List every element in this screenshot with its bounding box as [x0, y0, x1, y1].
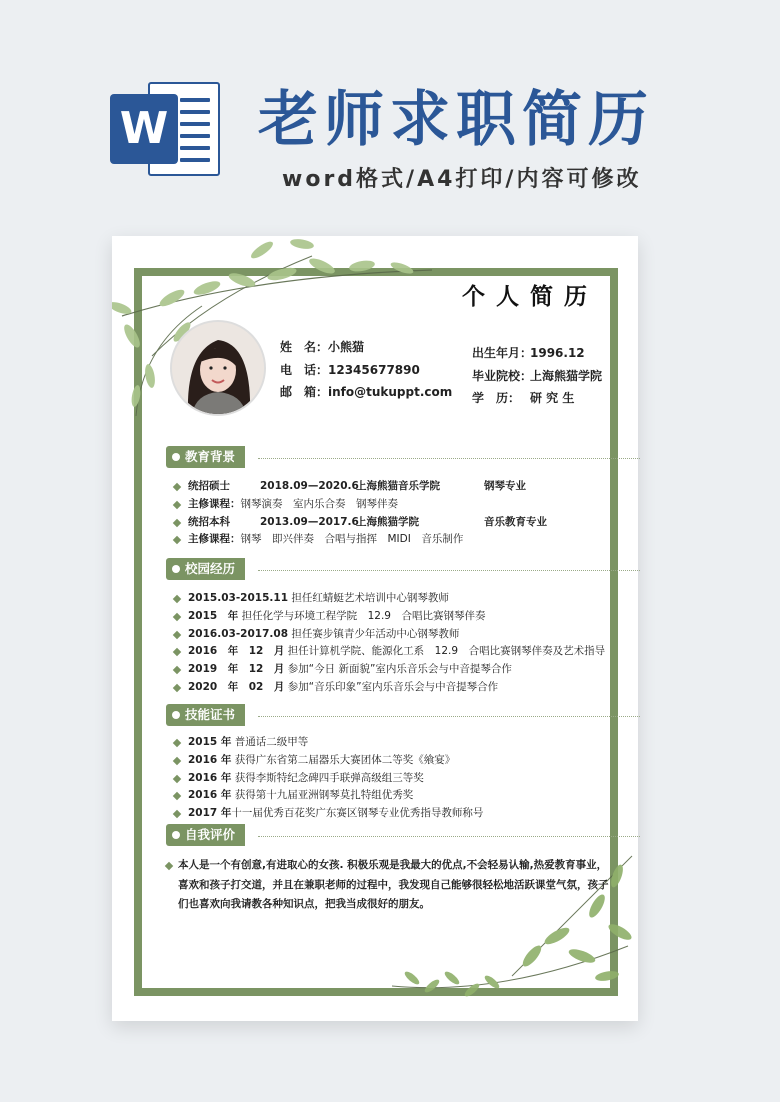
section-education-title: 教育背景	[185, 449, 236, 464]
list-item: 统招硕士 2018.09—2020.6 上海熊猫音乐学院 钢琴专业	[172, 478, 632, 496]
list-item: 2016 年 12 月 担任计算机学院、能源化工系 12.9 合唱比赛钢琴伴奏及艺术指导	[172, 643, 632, 661]
banner-title: 老师求职简历	[258, 85, 654, 155]
list-item: 主修课程：钢琴演奏 室内乐合奏 钢琴伴奏	[172, 496, 632, 514]
section-campus-header	[166, 558, 640, 580]
bullet-diamond-icon	[173, 810, 181, 818]
avatar	[170, 320, 266, 416]
banner-subtitle: word格式/A4打印/内容可修改	[282, 167, 642, 192]
bullet-diamond-icon	[173, 774, 181, 782]
self-eval-text: 本人是一个有创意,有进取心的女孩. 积极乐观是我最大的优点,不会轻易认输,热爱教育事业，喜欢和孩子打交道，并且在兼职老师的过程中，我发现自己能够很轻松地活跃课堂气氛，孩子们也喜欢向我请教各种知识点，把我当成很好的朋友。	[178, 859, 609, 910]
section-self-eval-title: 自我评价	[185, 827, 236, 842]
list-item: 2017 年十一届优秀百花奖广东赛区钢琴专业优秀指导教师称号	[172, 805, 632, 823]
personal-info-left	[280, 336, 452, 404]
info-row-birth: 出生年月：1996.12	[472, 346, 585, 360]
bullet-diamond-icon	[173, 666, 181, 674]
section-divider	[258, 836, 640, 837]
campus-list	[172, 590, 632, 697]
skills-list	[172, 734, 632, 823]
list-item: 2020 年 02 月 参加“音乐印象”室内乐音乐会与中音提琴合作	[172, 679, 632, 697]
bullet-diamond-icon	[173, 684, 181, 692]
section-education-header	[166, 446, 640, 468]
list-item: 2016 年 获得第十九届亚洲钢琴莫扎特组优秀奖	[172, 787, 632, 805]
word-logo-letter: W	[110, 94, 178, 164]
section-campus-title: 校园经历	[185, 561, 236, 576]
list-item: 2019 年 12 月 参加“今日 新面貌”室内乐音乐会与中音提琴合作	[172, 661, 632, 679]
section-divider	[258, 716, 640, 717]
info-row-email: 邮 箱：info@tukuppt.com	[280, 385, 453, 399]
list-item: 2015 年 担任化学与环境工程学院 12.9 合唱比赛钢琴伴奏	[172, 608, 632, 626]
list-item: 2015 年 普通话二级甲等	[172, 734, 632, 752]
bullet-diamond-icon	[173, 630, 181, 638]
word-logo-icon	[110, 74, 222, 182]
info-row-school: 毕业院校：上海熊猫学院	[472, 368, 603, 383]
info-row-name: 姓 名：小熊猫	[280, 340, 365, 354]
list-item: 2016 年 获得广东省第二届器乐大赛团体二等奖《飨宴》	[172, 752, 632, 770]
bullet-diamond-icon	[173, 518, 181, 526]
list-item: 2015.03-2015.11 担任红蜻蜓艺术培训中心钢琴教师	[172, 590, 632, 608]
self-eval-text-block	[178, 856, 610, 915]
bullet-diamond-icon	[173, 757, 181, 765]
info-row-degree: 学 历： 研 究 生	[472, 391, 575, 405]
list-item: 主修课程：钢琴 即兴伴奏 合唱与指挥 MIDI 音乐制作	[172, 531, 632, 549]
list-item: 2016.03-2017.08 担任赛步镇青少年活动中心钢琴教师	[172, 626, 632, 644]
bullet-diamond-icon	[173, 536, 181, 544]
personal-info-right	[472, 342, 602, 410]
list-item: 统招本科 2013.09—2017.6 上海熊猫学院 音乐教育专业	[172, 514, 632, 532]
bullet-diamond-icon	[173, 595, 181, 603]
bullet-diamond-icon	[173, 501, 181, 509]
info-row-phone: 电 话：12345677890	[280, 362, 420, 377]
resume-sheet	[112, 236, 638, 1021]
bullet-diamond-icon	[173, 739, 181, 747]
list-item: 2016 年 获得李斯特纪念碑四手联弹高级组三等奖	[172, 770, 632, 788]
section-divider	[258, 570, 640, 571]
bullet-diamond-icon	[173, 648, 181, 656]
education-list	[172, 478, 632, 549]
bullet-diamond-icon	[173, 792, 181, 800]
bullet-diamond-icon	[173, 483, 181, 491]
section-skills-header	[166, 704, 640, 726]
section-skills-title: 技能证书	[185, 707, 236, 722]
bullet-diamond-icon	[173, 613, 181, 621]
resume-title: 个人简历	[462, 284, 598, 310]
section-divider	[258, 458, 640, 459]
section-self-eval-header	[166, 824, 640, 846]
